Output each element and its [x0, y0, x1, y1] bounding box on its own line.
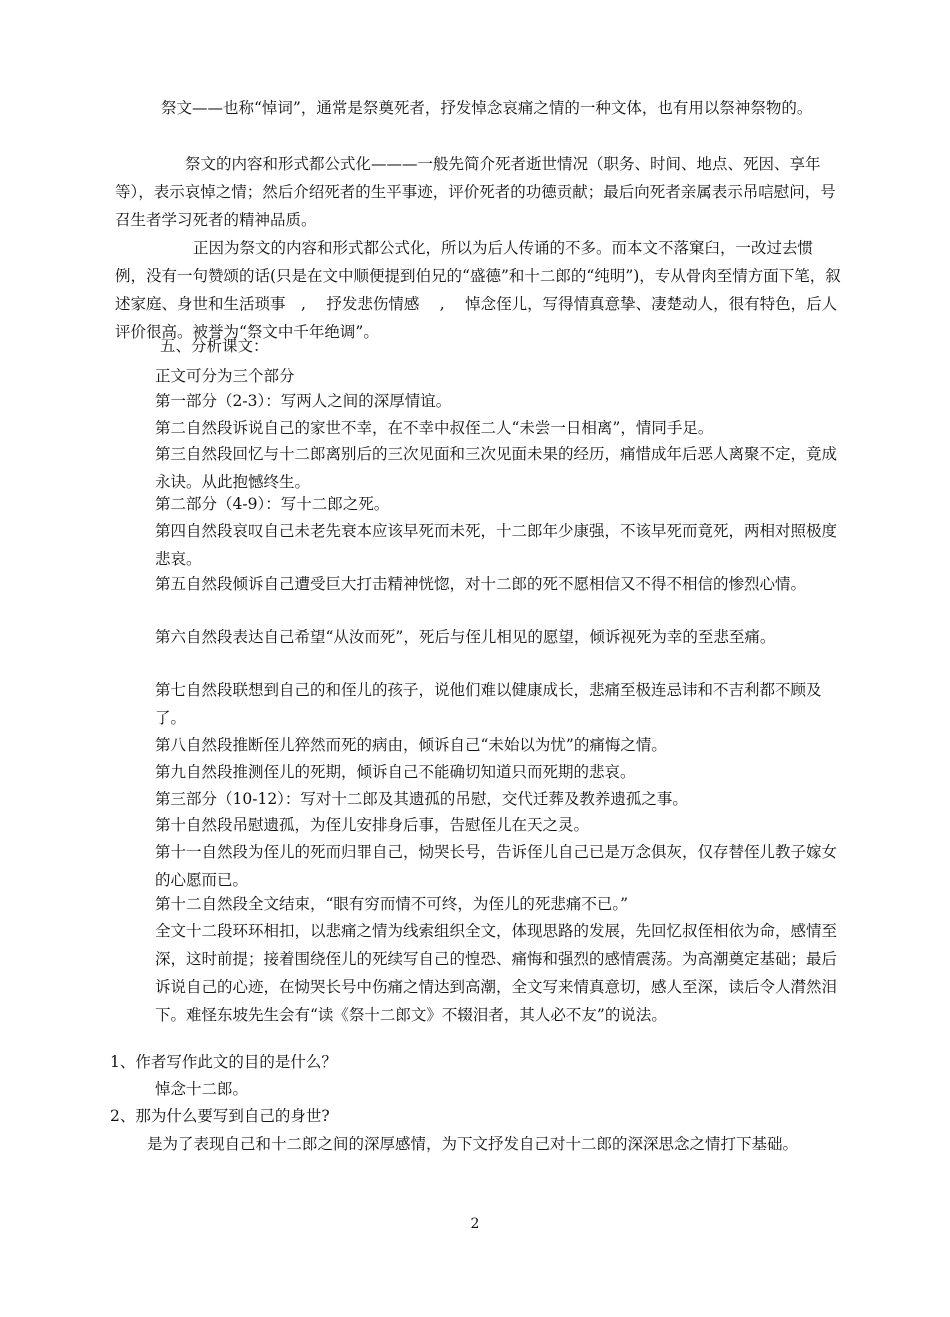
- answer-two: 是为了表现自己和十二郎之间的深厚感情，为下文抒发自己对十二郎的深深思念之情打下基础。: [147, 1135, 799, 1153]
- text-line: 第九自然段推测侄儿的死期，倾诉自己不能确切知道只而死期的悲哀。: [155, 763, 636, 781]
- text-line: 第六自然段表达自己希望“从汝而死”，死后与侄儿相见的愿望，倾诉视死为幸的至悲至痛。: [155, 628, 776, 646]
- text-line: 第十一自然段为侄儿的死而归罪自己，恸哭长号，告诉侄儿自己已是万念俱灰，仅存替侄儿教子嫁女的心愿而已。: [155, 843, 838, 889]
- question-one: 1、作者写作此文的目的是什么？: [110, 1053, 337, 1071]
- text-line: 正文可分为三个部分: [155, 367, 295, 385]
- text-line: 第八自然段推断侄儿猝然而死的病由，倾诉自己“未始以为忧”的痛悔之情。: [155, 736, 667, 754]
- paragraph-uniqueness: 正因为祭文的内容和形式都公式化，所以为后人传诵的不多。而本文不落窠臼，一改过去惯例，没有一句赞颂的话(只是在文中顺便提到伯兄的“盛德”和十二郎的“纯明”)，专从骨肉至情方面下笔，叙述家庭、身世和生活琐事 , 抒发悲伤情感 , 悼念侄儿，写得情真意挚、凄楚动人，很有特色，后人评价很高。被誉为“祭文中千年绝调”。: [115, 239, 841, 341]
- summary-paragraph: 全文十二段环环相扣，以悲痛之情为线索组织全文，体现思路的发展，先回忆叔侄相依为命，感情至深，这时前提；接着围绕侄儿的死续写自己的惶恐、痛悔和强烈的感情震荡。为高潮奠定基础；最后诉说自己的心迹，在恸哭长号中伤痛之情达到高潮，全文写来情真意切，感人至深，读后令人潸然泪下。难怪东坡先生会有“读《祭十二郎文》不辍泪者，其人必不友”的说法。: [155, 922, 838, 1024]
- text-line: 第四自然段哀叹自己未老先衰本应该早死而未死，十二郎年少康强，不该早死而竟死，两相对照极度悲哀。: [155, 522, 838, 568]
- section-heading-analysis: 五、分析课文：: [160, 337, 269, 355]
- text-line: 第十二自然段全文结束，“眼有穷而情不可终，为侄儿的死悲痛不已。”: [155, 895, 629, 913]
- part-two-heading: 第二部分（4-9）：写十二郎之死。: [155, 495, 390, 513]
- text-line: 第十自然段吊慰遗孤，为侄儿安排身后事，告慰侄儿在天之灵。: [155, 816, 590, 834]
- text-line: 第三自然段回忆与十二郎离别后的三次见面和三次见面未果的经历，痛惜成年后恶人离聚不定，竟成永诀。从此抱憾终生。: [155, 445, 838, 491]
- paragraph-definition: 祭文——也称“悼词”，通常是祭奠死者，抒发悼念哀痛之情的一种文体，也有用以祭神祭物的。: [161, 99, 813, 117]
- part-three-heading: 第三部分（10-12）：写对十二郎及其遗孤的吊慰，交代迁葬及教养遗孤之事。: [155, 790, 688, 808]
- page-number: 2: [470, 1216, 480, 1232]
- answer-one: 悼念十二郎。: [155, 1080, 249, 1098]
- question-two: 2、那为什么要写到自己的身世?: [110, 1107, 330, 1125]
- text-line: 第七自然段联想到自己的和侄儿的孩子，说他们难以健康成长，悲痛至极连忌讳和不吉利都不顾及了。: [155, 681, 822, 727]
- text-line: 第五自然段倾诉自己遭受巨大打击精神恍惚，对十二郎的死不愿相信又不得不相信的惨烈心情。: [155, 575, 807, 593]
- paragraph-format: 祭文的内容和形式都公式化———一般先简介死者逝世情况（职务、时间、地点、死因、享年等），表示哀悼之情；然后介绍死者的生平事迹，评价死者的功德贡献；最后向死者亲属表示吊唁慰问，号召生者学习死者的精神品质。: [115, 155, 836, 229]
- part-one-heading: 第一部分（2-3）：写两人之间的深厚情谊。: [155, 392, 452, 410]
- text-line: 第二自然段诉说自己的家世不幸，在不幸中叔侄二人“未尝一日相离”，情同手足。: [155, 419, 714, 437]
